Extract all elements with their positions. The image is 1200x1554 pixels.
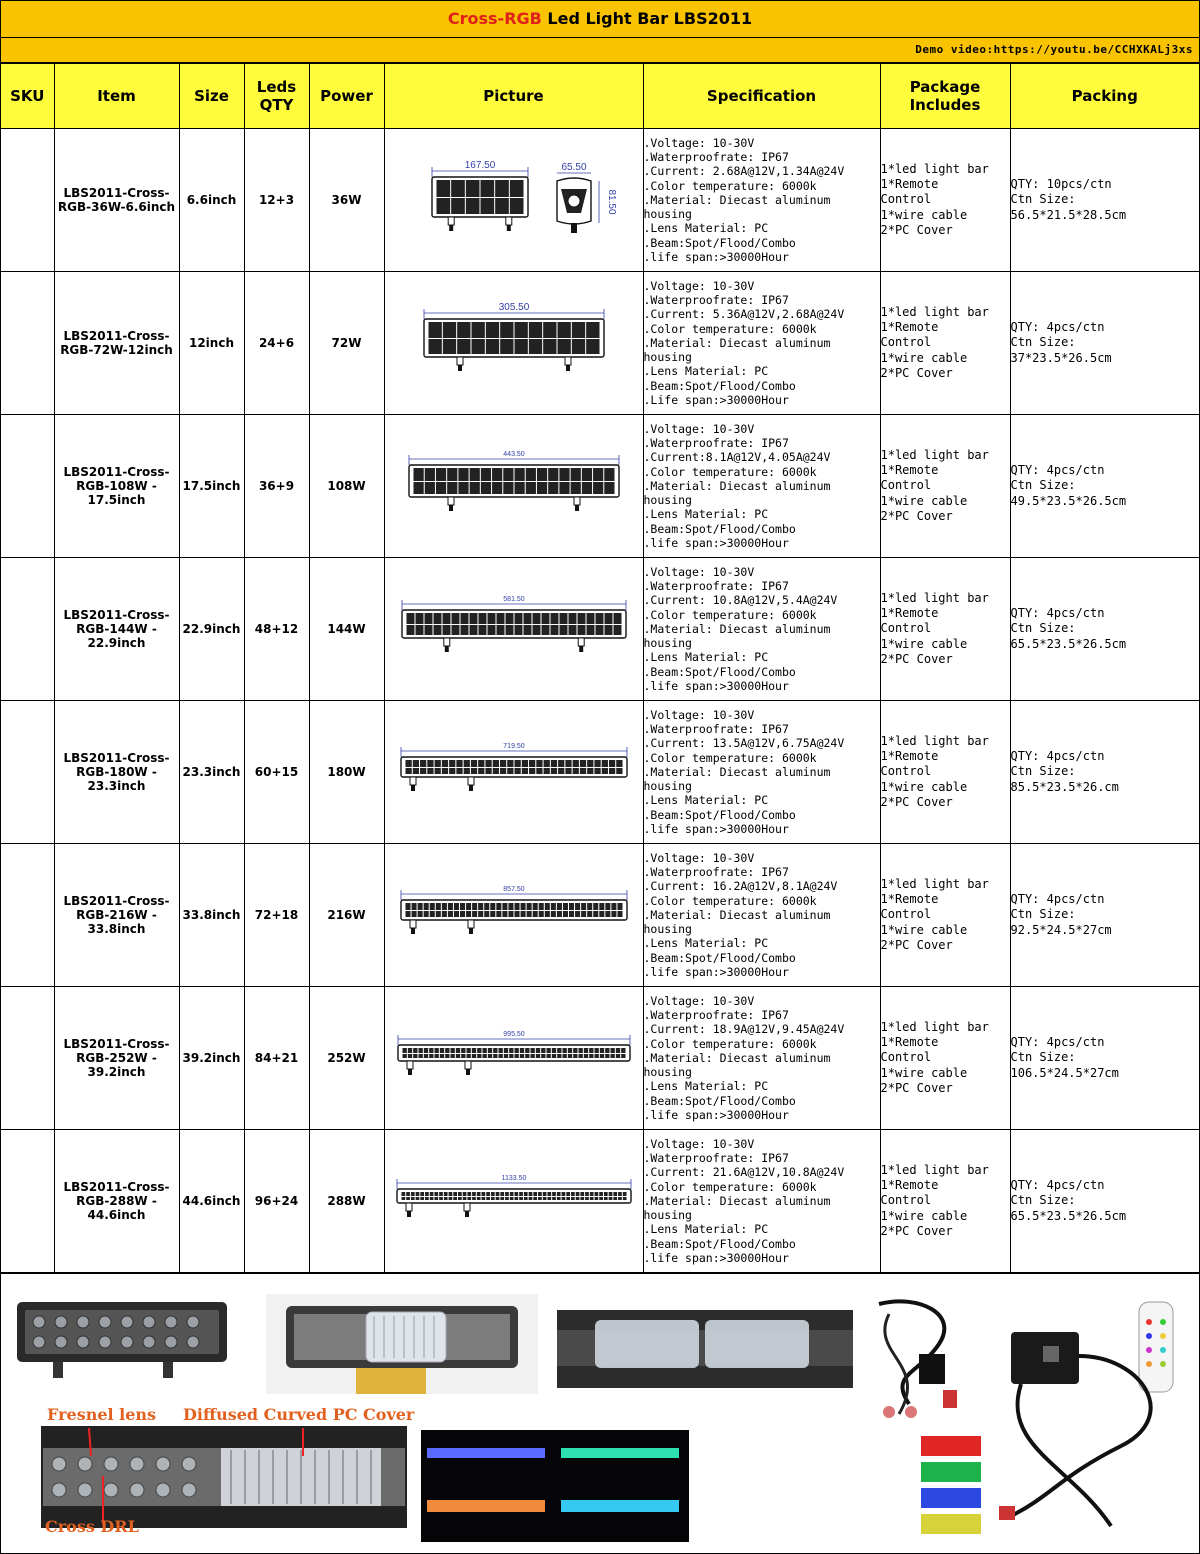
spec-line: .Current: 2.68A@12V,1.34A@24V bbox=[643, 164, 845, 179]
packing-line: QTY: 10pcs/ctn bbox=[1010, 177, 1112, 192]
dimension-label: 443.50 bbox=[502, 451, 525, 458]
power-cell: 72W bbox=[309, 272, 384, 415]
item-line: LBS2011-Cross- bbox=[63, 608, 170, 622]
sku-cell bbox=[1, 844, 54, 987]
table-row bbox=[1, 844, 1199, 987]
spec-line: .Voltage: 10-30V bbox=[643, 994, 755, 1009]
specification-cell bbox=[643, 987, 880, 1130]
item-line: 33.8inch bbox=[87, 922, 146, 936]
package-line: 1*wire cable bbox=[880, 779, 968, 794]
spec-line: .Lens Material: PC bbox=[643, 793, 769, 808]
package-line: 2*PC Cover bbox=[880, 1080, 953, 1095]
size-cell: 33.8inch bbox=[179, 844, 244, 987]
spec-line: .Lens Material: PC bbox=[643, 650, 769, 665]
spec-line: .Material: Diecast aluminum bbox=[643, 621, 831, 636]
spec-line: .Waterproofrate: IP67 bbox=[643, 1151, 789, 1166]
package-line: 1*Remote bbox=[880, 463, 939, 478]
spec-line: .Material: Diecast aluminum bbox=[643, 1050, 831, 1065]
wire-cable-photo bbox=[859, 1294, 979, 1424]
header-leds-qty-line1: Leds bbox=[256, 78, 297, 96]
size-cell: 44.6inch bbox=[179, 1130, 244, 1273]
item-line: 22.9inch bbox=[87, 636, 146, 650]
power-cell: 144W bbox=[309, 558, 384, 701]
header-leds-qty bbox=[244, 64, 309, 129]
packing-line: QTY: 4pcs/ctn bbox=[1010, 892, 1105, 907]
packing-line: 56.5*21.5*28.5cm bbox=[1010, 207, 1127, 222]
spec-line: .Beam:Spot/Flood/Combo bbox=[643, 1093, 796, 1108]
sku-cell bbox=[1, 415, 54, 558]
package-line: 2*PC Cover bbox=[880, 651, 953, 666]
spec-line: .Color temperature: 6000k bbox=[643, 750, 817, 765]
product-photos bbox=[1, 1273, 1199, 1549]
leds-qty-cell: 12+3 bbox=[244, 129, 309, 272]
item-cell bbox=[54, 844, 179, 987]
spec-line: .Material: Diecast aluminum bbox=[643, 1193, 831, 1208]
package-line: 1*Remote bbox=[880, 1178, 939, 1193]
packing-line: QTY: 4pcs/ctn bbox=[1010, 1035, 1105, 1050]
spec-line: .life span:>30000Hour bbox=[643, 964, 789, 979]
spec-line: .Beam:Spot/Flood/Combo bbox=[643, 378, 796, 393]
packing-line: Ctn Size: bbox=[1010, 621, 1076, 636]
packing-line: QTY: 4pcs/ctn bbox=[1010, 749, 1105, 764]
package-line: Control bbox=[880, 478, 932, 493]
picture-cell bbox=[384, 129, 643, 272]
spec-line: .Material: Diecast aluminum bbox=[643, 478, 831, 493]
spec-table bbox=[1, 63, 1199, 1273]
spec-line: .Material: Diecast aluminum bbox=[643, 192, 831, 207]
dimension-label: 995.50 bbox=[502, 1031, 525, 1038]
item-line: 44.6inch bbox=[87, 1208, 146, 1222]
spec-line: .Lens Material: PC bbox=[643, 221, 769, 236]
package-line: Control bbox=[880, 764, 932, 779]
item-cell bbox=[54, 701, 179, 844]
package-line: 2*PC Cover bbox=[880, 222, 953, 237]
header-leds-qty-line2: QTY bbox=[259, 96, 294, 114]
table-row bbox=[1, 1130, 1199, 1273]
leds-qty-cell: 96+24 bbox=[244, 1130, 309, 1273]
table-row bbox=[1, 558, 1199, 701]
item-line: RGB-108W - bbox=[76, 479, 157, 493]
packing-cell bbox=[1010, 272, 1199, 415]
package-line: 1*led light bar bbox=[880, 590, 989, 605]
package-line: 2*PC Cover bbox=[880, 365, 953, 380]
package-line: Control bbox=[880, 335, 932, 350]
dimension-label: 305.50 bbox=[498, 302, 529, 313]
size-cell: 12inch bbox=[179, 272, 244, 415]
controller-remote-photo bbox=[991, 1296, 1191, 1546]
pc-cover-photo bbox=[266, 1294, 538, 1394]
size-cell: 39.2inch bbox=[179, 987, 244, 1130]
sku-cell bbox=[1, 1130, 54, 1273]
spec-line: .Lens Material: PC bbox=[643, 1222, 769, 1237]
spec-line: .Current: 18.9A@12V,9.45A@24V bbox=[643, 1022, 845, 1037]
table-header-row bbox=[1, 64, 1199, 129]
spec-line: housing bbox=[643, 207, 692, 222]
size-cell: 22.9inch bbox=[179, 558, 244, 701]
package-cell bbox=[880, 701, 1010, 844]
leds-qty-cell: 60+15 bbox=[244, 701, 309, 844]
item-line: RGB-216W - bbox=[76, 908, 157, 922]
spec-line: .Waterproofrate: IP67 bbox=[643, 579, 789, 594]
picture-cell bbox=[384, 415, 643, 558]
dimension-label: 167.50 bbox=[464, 160, 495, 171]
package-cell bbox=[880, 1130, 1010, 1273]
leds-qty-cell: 84+21 bbox=[244, 987, 309, 1130]
spec-line: .Lens Material: PC bbox=[643, 1079, 769, 1094]
spec-line: .Color temperature: 6000k bbox=[643, 893, 817, 908]
size-cell: 6.6inch bbox=[179, 129, 244, 272]
spec-line: housing bbox=[643, 1065, 692, 1080]
spec-line: .Color temperature: 6000k bbox=[643, 178, 817, 193]
package-line: 1*Remote bbox=[880, 749, 939, 764]
packing-line: Ctn Size: bbox=[1010, 764, 1076, 779]
package-line: 1*Remote bbox=[880, 892, 939, 907]
power-cell: 252W bbox=[309, 987, 384, 1130]
spec-line: .Beam:Spot/Flood/Combo bbox=[643, 1236, 796, 1251]
package-line: 1*wire cable bbox=[880, 207, 968, 222]
picture-cell bbox=[384, 701, 643, 844]
spec-line: housing bbox=[643, 779, 692, 794]
packing-cell bbox=[1010, 987, 1199, 1130]
spec-line: .Beam:Spot/Flood/Combo bbox=[643, 950, 796, 965]
packing-line: QTY: 4pcs/ctn bbox=[1010, 320, 1105, 335]
item-line: LBS2011-Cross- bbox=[63, 329, 170, 343]
header-package-line2: Includes bbox=[909, 96, 981, 114]
spec-line: .Waterproofrate: IP67 bbox=[643, 1008, 789, 1023]
table-row bbox=[1, 272, 1199, 415]
packing-line: 49.5*23.5*26.5cm bbox=[1010, 493, 1127, 508]
spec-line: .Current: 21.6A@12V,10.8A@24V bbox=[643, 1165, 845, 1180]
callout-diffused-cover: Diffused Curved PC Cover bbox=[183, 1405, 415, 1424]
item-line: 23.3inch bbox=[87, 779, 146, 793]
specification-cell bbox=[643, 701, 880, 844]
packing-line: Ctn Size: bbox=[1010, 478, 1076, 493]
item-line: RGB-288W - bbox=[76, 1194, 157, 1208]
package-line: 1*wire cable bbox=[880, 493, 968, 508]
spec-line: .Color temperature: 6000k bbox=[643, 607, 817, 622]
item-line: LBS2011-Cross- bbox=[63, 894, 170, 908]
packing-line: 65.5*23.5*26.5cm bbox=[1010, 636, 1127, 651]
package-line: 1*led light bar bbox=[880, 304, 989, 319]
spec-line: .Voltage: 10-30V bbox=[643, 708, 755, 723]
picture-cell bbox=[384, 1130, 643, 1273]
packing-cell bbox=[1010, 701, 1199, 844]
packing-line: QTY: 4pcs/ctn bbox=[1010, 463, 1105, 478]
header-sku: SKU bbox=[1, 64, 54, 129]
item-line: LBS2011-Cross- bbox=[63, 1037, 170, 1051]
size-cell: 23.3inch bbox=[179, 701, 244, 844]
spec-line: .Material: Diecast aluminum bbox=[643, 335, 831, 350]
package-line: 1*wire cable bbox=[880, 636, 968, 651]
package-cell bbox=[880, 129, 1010, 272]
spec-line: .Life span:>30000Hour bbox=[643, 392, 789, 407]
header-specification: Specification bbox=[643, 64, 880, 129]
rgb-lit-bars-photo bbox=[421, 1430, 689, 1542]
spec-line: .Beam:Spot/Flood/Combo bbox=[643, 235, 796, 250]
dimension-label: 857.50 bbox=[502, 886, 525, 893]
item-cell bbox=[54, 415, 179, 558]
sku-cell bbox=[1, 272, 54, 415]
callout-cross-drl: Cross DRL bbox=[45, 1517, 139, 1536]
package-line: 1*led light bar bbox=[880, 447, 989, 462]
item-cell bbox=[54, 1130, 179, 1273]
header-size: Size bbox=[179, 64, 244, 129]
spec-line: .Material: Diecast aluminum bbox=[643, 764, 831, 779]
picture-cell bbox=[384, 272, 643, 415]
sku-cell bbox=[1, 987, 54, 1130]
dimension-label: 581.50 bbox=[502, 596, 525, 603]
packing-line: Ctn Size: bbox=[1010, 907, 1076, 922]
package-line: Control bbox=[880, 1050, 932, 1065]
header-package bbox=[880, 64, 1010, 129]
item-line: LBS2011-Cross- bbox=[63, 1180, 170, 1194]
spec-line: .Voltage: 10-30V bbox=[643, 565, 755, 580]
spec-line: .Waterproofrate: IP67 bbox=[643, 722, 789, 737]
package-line: Control bbox=[880, 907, 932, 922]
specification-cell bbox=[643, 272, 880, 415]
spec-line: housing bbox=[643, 1208, 692, 1223]
package-line: 2*PC Cover bbox=[880, 937, 953, 952]
power-cell: 288W bbox=[309, 1130, 384, 1273]
sku-cell bbox=[1, 701, 54, 844]
spec-line: .life span:>30000Hour bbox=[643, 249, 789, 264]
package-line: 2*PC Cover bbox=[880, 508, 953, 523]
package-line: 1*led light bar bbox=[880, 1019, 989, 1034]
package-line: 1*Remote bbox=[880, 177, 939, 192]
specification-cell bbox=[643, 1130, 880, 1273]
spec-line: .life span:>30000Hour bbox=[643, 1107, 789, 1122]
package-line: 2*PC Cover bbox=[880, 794, 953, 809]
spec-line: .Voltage: 10-30V bbox=[643, 851, 755, 866]
spec-line: housing bbox=[643, 350, 692, 365]
specification-cell bbox=[643, 558, 880, 701]
spec-line: housing bbox=[643, 922, 692, 937]
package-line: 1*wire cable bbox=[880, 350, 968, 365]
spec-line: .Color temperature: 6000k bbox=[643, 1036, 817, 1051]
package-line: 1*led light bar bbox=[880, 876, 989, 891]
spec-line: .Waterproofrate: IP67 bbox=[643, 436, 789, 451]
specification-cell bbox=[643, 129, 880, 272]
header-power: Power bbox=[309, 64, 384, 129]
callout-fresnel-lens: Fresnel lens bbox=[47, 1405, 157, 1424]
packing-line: Ctn Size: bbox=[1010, 1050, 1076, 1065]
spec-line: .Waterproofrate: IP67 bbox=[643, 293, 789, 308]
item-line: LBS2011-Cross- bbox=[63, 465, 170, 479]
item-line: RGB-72W-12inch bbox=[60, 343, 173, 357]
item-line: 39.2inch bbox=[87, 1065, 146, 1079]
spec-line: .Beam:Spot/Flood/Combo bbox=[643, 664, 796, 679]
dimension-label: 719.50 bbox=[502, 743, 525, 750]
package-line: 1*wire cable bbox=[880, 1208, 968, 1223]
spec-line: .Lens Material: PC bbox=[643, 507, 769, 522]
item-cell bbox=[54, 558, 179, 701]
table-row bbox=[1, 987, 1199, 1130]
spec-line: .Lens Material: PC bbox=[643, 936, 769, 951]
package-line: 2*PC Cover bbox=[880, 1223, 953, 1238]
item-line: LBS2011-Cross- bbox=[63, 751, 170, 765]
packing-line: 85.5*23.5*26.cm bbox=[1010, 779, 1119, 794]
spec-line: .Waterproofrate: IP67 bbox=[643, 865, 789, 880]
rgb-color-samples bbox=[919, 1434, 983, 1544]
item-line: RGB-180W - bbox=[76, 765, 157, 779]
dimension-label: 1133.50 bbox=[501, 1175, 526, 1182]
spec-line: .Color temperature: 6000k bbox=[643, 321, 817, 336]
spec-line: .Voltage: 10-30V bbox=[643, 136, 755, 151]
page-title bbox=[1, 1, 1199, 38]
spec-line: housing bbox=[643, 493, 692, 508]
package-line: 1*Remote bbox=[880, 606, 939, 621]
package-line: 1*wire cable bbox=[880, 922, 968, 937]
specification-cell bbox=[643, 844, 880, 987]
header-packing: Packing bbox=[1010, 64, 1199, 129]
spec-line: .Current:8.1A@12V,4.05A@24V bbox=[643, 450, 831, 465]
bar-closeup-photo bbox=[41, 1426, 407, 1528]
packing-line: QTY: 4pcs/ctn bbox=[1010, 606, 1105, 621]
picture-cell bbox=[384, 558, 643, 701]
leds-qty-cell: 48+12 bbox=[244, 558, 309, 701]
spec-line: .Current: 10.8A@12V,5.4A@24V bbox=[643, 593, 838, 608]
spec-line: .Beam:Spot/Flood/Combo bbox=[643, 807, 796, 822]
title-prefix: Cross-RGB bbox=[447, 9, 542, 28]
specification-cell bbox=[643, 415, 880, 558]
spec-line: .Current: 16.2A@12V,8.1A@24V bbox=[643, 879, 838, 894]
packing-line: 92.5*24.5*27cm bbox=[1010, 922, 1112, 937]
power-cell: 216W bbox=[309, 844, 384, 987]
package-cell bbox=[880, 558, 1010, 701]
packing-line: Ctn Size: bbox=[1010, 335, 1076, 350]
item-line: LBS2011-Cross- bbox=[63, 186, 170, 200]
item-cell bbox=[54, 272, 179, 415]
packing-line: Ctn Size: bbox=[1010, 1193, 1076, 1208]
packing-cell bbox=[1010, 1130, 1199, 1273]
item-line: 17.5inch bbox=[87, 493, 146, 507]
package-line: 1*led light bar bbox=[880, 1162, 989, 1177]
spec-line: .life span:>30000Hour bbox=[643, 821, 789, 836]
table-row bbox=[1, 129, 1199, 272]
light-bar-photo bbox=[13, 1294, 231, 1384]
item-line: RGB-252W - bbox=[76, 1051, 157, 1065]
package-line: Control bbox=[880, 1193, 932, 1208]
leds-qty-cell: 72+18 bbox=[244, 844, 309, 987]
spec-line: housing bbox=[643, 636, 692, 651]
spec-line: .Material: Diecast aluminum bbox=[643, 907, 831, 922]
packing-line: QTY: 4pcs/ctn bbox=[1010, 1178, 1105, 1193]
package-line: 1*wire cable bbox=[880, 1065, 968, 1080]
spec-line: .Voltage: 10-30V bbox=[643, 1137, 755, 1152]
package-cell bbox=[880, 415, 1010, 558]
sku-cell bbox=[1, 129, 54, 272]
spec-line: .Color temperature: 6000k bbox=[643, 1179, 817, 1194]
package-line: 1*led light bar bbox=[880, 733, 989, 748]
title-rest: Led Light Bar LBS2011 bbox=[541, 9, 753, 28]
spec-line: .Voltage: 10-30V bbox=[643, 279, 755, 294]
package-cell bbox=[880, 844, 1010, 987]
package-cell bbox=[880, 987, 1010, 1130]
spec-line: .Current: 13.5A@12V,6.75A@24V bbox=[643, 736, 845, 751]
packing-cell bbox=[1010, 844, 1199, 987]
side-width-label: 65.50 bbox=[560, 162, 587, 173]
sku-cell bbox=[1, 558, 54, 701]
spec-line: .Current: 5.36A@12V,2.68A@24V bbox=[643, 307, 845, 322]
pc-covers-photo bbox=[557, 1310, 853, 1388]
side-height-label: 81.50 bbox=[605, 189, 617, 215]
spec-line: .Color temperature: 6000k bbox=[643, 464, 817, 479]
item-cell bbox=[54, 987, 179, 1130]
header-picture: Picture bbox=[384, 64, 643, 129]
size-cell: 17.5inch bbox=[179, 415, 244, 558]
item-line: RGB-36W-6.6inch bbox=[57, 200, 176, 214]
package-line: Control bbox=[880, 621, 932, 636]
spec-line: .Lens Material: PC bbox=[643, 364, 769, 379]
package-line: 1*Remote bbox=[880, 320, 939, 335]
packing-line: 37*23.5*26.5cm bbox=[1010, 350, 1112, 365]
packing-cell bbox=[1010, 129, 1199, 272]
power-cell: 180W bbox=[309, 701, 384, 844]
packing-cell bbox=[1010, 415, 1199, 558]
header-package-line1: Package bbox=[909, 78, 981, 96]
picture-cell bbox=[384, 844, 643, 987]
spec-line: .Beam:Spot/Flood/Combo bbox=[643, 521, 796, 536]
package-line: 1*led light bar bbox=[880, 161, 989, 176]
packing-line: 65.5*23.5*26.5cm bbox=[1010, 1208, 1127, 1223]
packing-line: 106.5*24.5*27cm bbox=[1010, 1065, 1119, 1080]
demo-video-link[interactable]: Demo video:https://youtu.be/CCHXKALj3xs bbox=[1, 38, 1199, 63]
leds-qty-cell: 36+9 bbox=[244, 415, 309, 558]
spec-line: .life span:>30000Hour bbox=[643, 678, 789, 693]
spec-line: .Voltage: 10-30V bbox=[643, 422, 755, 437]
package-line: Control bbox=[880, 192, 932, 207]
table-row bbox=[1, 415, 1199, 558]
packing-cell bbox=[1010, 558, 1199, 701]
package-cell bbox=[880, 272, 1010, 415]
header-item: Item bbox=[54, 64, 179, 129]
package-line: 1*Remote bbox=[880, 1035, 939, 1050]
power-cell: 36W bbox=[309, 129, 384, 272]
packing-line: Ctn Size: bbox=[1010, 192, 1076, 207]
spec-line: .Waterproofrate: IP67 bbox=[643, 150, 789, 165]
table-row bbox=[1, 701, 1199, 844]
spec-line: .life span:>30000Hour bbox=[643, 1250, 789, 1265]
picture-cell bbox=[384, 987, 643, 1130]
item-line: RGB-144W - bbox=[76, 622, 157, 636]
power-cell: 108W bbox=[309, 415, 384, 558]
leds-qty-cell: 24+6 bbox=[244, 272, 309, 415]
item-cell bbox=[54, 129, 179, 272]
spec-line: .life span:>30000Hour bbox=[643, 535, 789, 550]
